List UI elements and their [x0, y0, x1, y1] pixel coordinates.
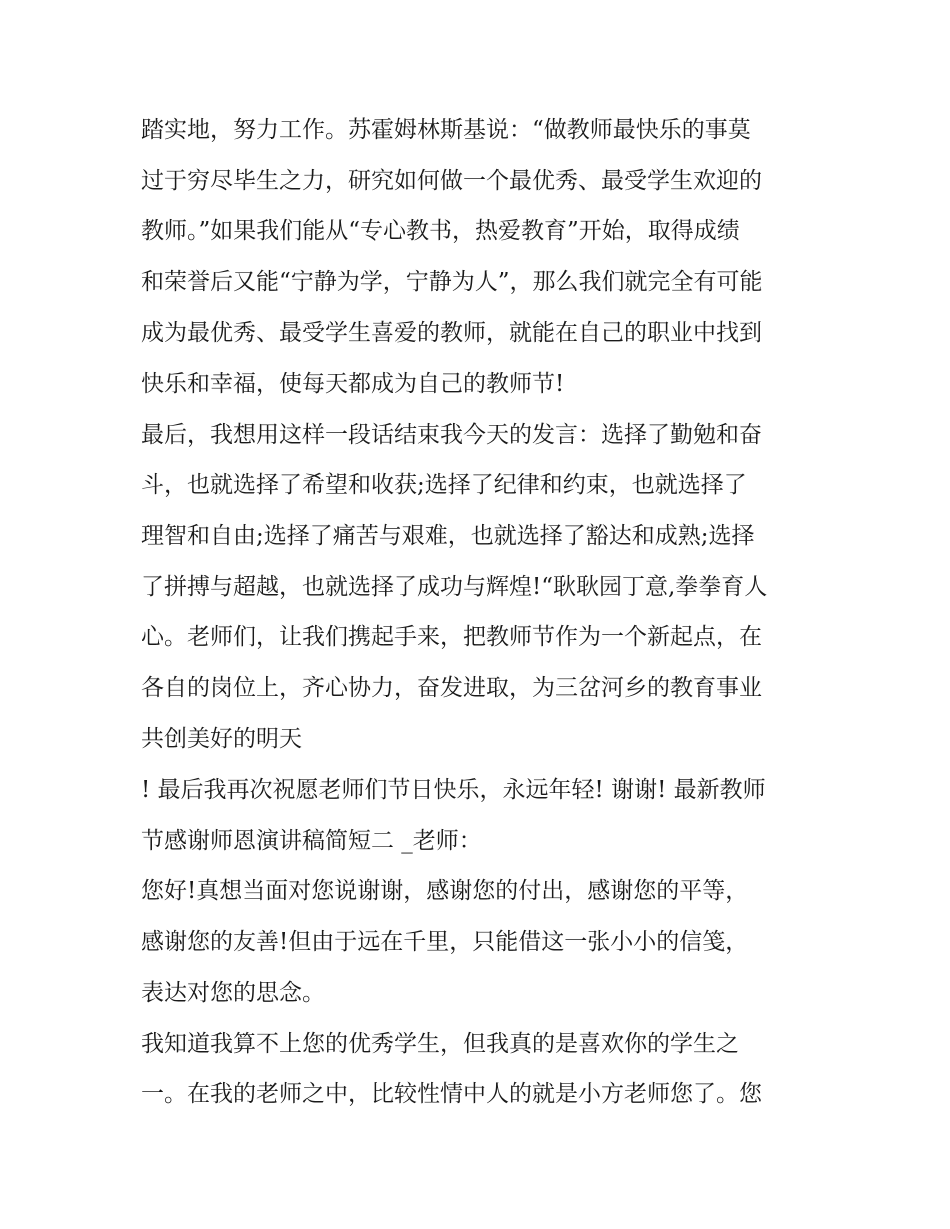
- text-line: 感谢您的友善!但由于远在千里，只能借这一张小小的信笺，: [141, 929, 749, 955]
- text-line: 各自的岗位上，齐心协力，奋发进取，为三岔河乡的教育事业: [141, 675, 762, 701]
- text-line: 我知道我算不上您的优秀学生，但我真的是喜欢你的学生之: [141, 1031, 739, 1057]
- text-line: 表达对您的思念。: [141, 980, 325, 1006]
- text-line: 您好!真想当面对您说谢谢，感谢您的付出，感谢您的平等，: [141, 878, 749, 904]
- text-line: 节感谢师恩演讲稿简短二 _老师：: [141, 828, 482, 854]
- text-line: 最后，我想用这样一段话结束我今天的发言：选择了勤勉和奋: [141, 422, 762, 448]
- text-line: 理智和自由;选择了痛苦与艰难，也就选择了豁达和成熟;选择: [141, 523, 755, 549]
- text-line: 踏实地，努力工作。苏霍姆林斯基说：“做教师最快乐的事莫: [141, 117, 751, 143]
- text-line: 和荣誉后又能“宁静为学，宁静为人”，那么我们就完全有可能: [141, 269, 763, 295]
- text-line: 快乐和幸福，使每天都成为自己的教师节!: [141, 371, 565, 397]
- text-line: 过于穷尽毕生之力，研究如何做一个最优秀、最受学生欢迎的: [141, 168, 762, 194]
- text-line: 了拼搏与超越，也就选择了成功与辉煌!“耿耿园丁意,拳拳育人: [141, 574, 768, 600]
- text-line: 一。在我的老师之中，比较性情中人的就是小方老师您了。您: [141, 1081, 762, 1107]
- text-line: 共创美好的明天: [141, 726, 302, 752]
- text-line: ! 最后我再次祝愿老师们节日快乐，永远年轻! 谢谢! 最新教师: [141, 777, 766, 803]
- text-line: 心。老师们，让我们携起手来，把教师节作为一个新起点，在: [141, 624, 762, 650]
- text-line: 教师。”如果我们能从“专心教书，热爱教育”开始，取得成绩: [141, 218, 740, 244]
- text-line: 成为最优秀、最受学生喜爱的教师，就能在自己的职业中找到: [141, 320, 762, 346]
- text-line: 斗，也就选择了希望和收获;选择了纪律和约束，也就选择了: [141, 472, 747, 498]
